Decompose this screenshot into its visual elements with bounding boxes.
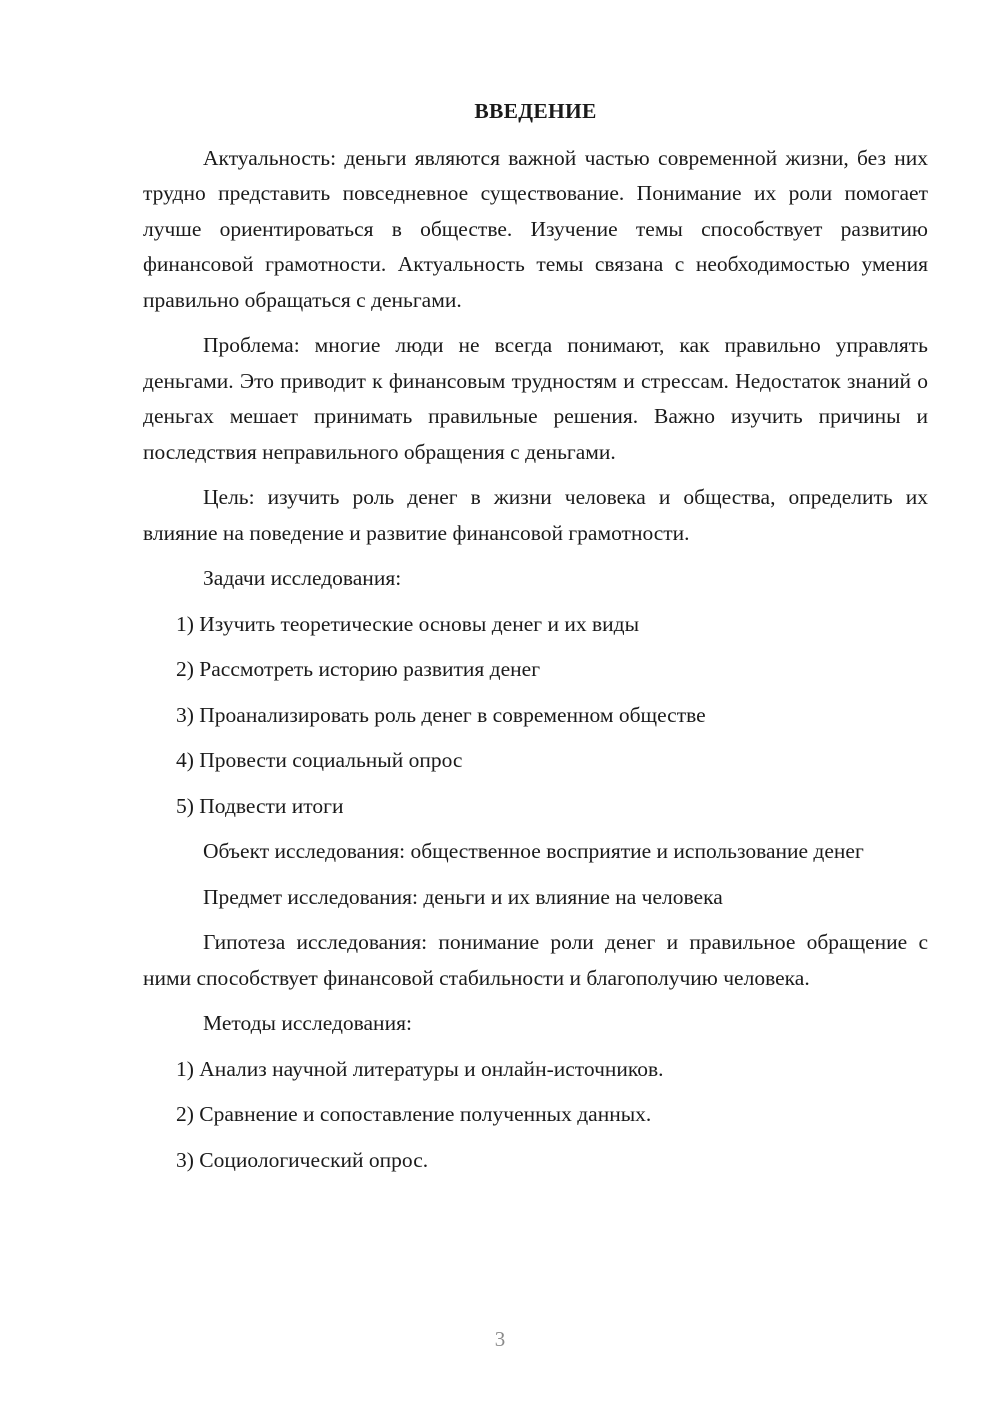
problem-paragraph: Проблема: многие люди не всегда понимают, как правильно управлять деньгами. Это приводит к финансовым трудностям и стрессам. Недостаток знаний о деньгах мешает принимать правильные решения. Важно изучить причины и последствия неправильного обращения с деньгами.: [143, 333, 928, 464]
list-item: 2) Рассмотреть историю развития денег: [176, 657, 541, 681]
list-item: 1) Изучить теоретические основы денег и их виды: [176, 611, 640, 636]
page-number: 3: [494, 1327, 506, 1351]
subject-paragraph: Предмет исследования: деньги и их влияние на человека: [203, 884, 723, 909]
object-paragraph: Объект исследования: общественное восприятие и использование денег: [203, 839, 864, 863]
section-title: ВВЕДЕНИЕ: [474, 99, 597, 123]
relevance-paragraph: Актуальность: деньги являются важной частью современной жизни, без них трудно представить повседневное существование. Понимание их роли помогает лучше ориентироваться в обществе. Изучение темы способствует развитию финансовой грамотности. Актуальность темы связана с необходимостью умения правильно обращаться с деньгами.: [143, 145, 928, 312]
tasks-list: [143, 607, 928, 825]
list-item: 3) Проанализировать роль денег в современном обществе: [176, 702, 706, 727]
methods-list: [143, 1052, 928, 1179]
tasks-heading: Задачи исследования:: [203, 566, 402, 590]
list-item: 4) Провести социальный опрос: [176, 748, 463, 772]
page-content: [143, 94, 928, 1188]
methods-heading: Методы исследования:: [203, 1011, 412, 1035]
goal-paragraph: Цель: изучить роль денег в жизни человека и общества, определить их влияние на поведение и развитие финансовой грамотности.: [143, 485, 928, 545]
list-item: 5) Подвести итоги: [176, 793, 344, 818]
list-item: 2) Сравнение и сопоставление полученных данных.: [176, 1102, 652, 1126]
list-item: 1) Анализ научной литературы и онлайн-источников.: [176, 1056, 664, 1081]
list-item: 3) Социологический опрос.: [176, 1147, 429, 1172]
hypothesis-paragraph: Гипотеза исследования: понимание роли денег и правильное обращение с ними способствует финансовой стабильности и благополучию человека.: [143, 930, 928, 990]
